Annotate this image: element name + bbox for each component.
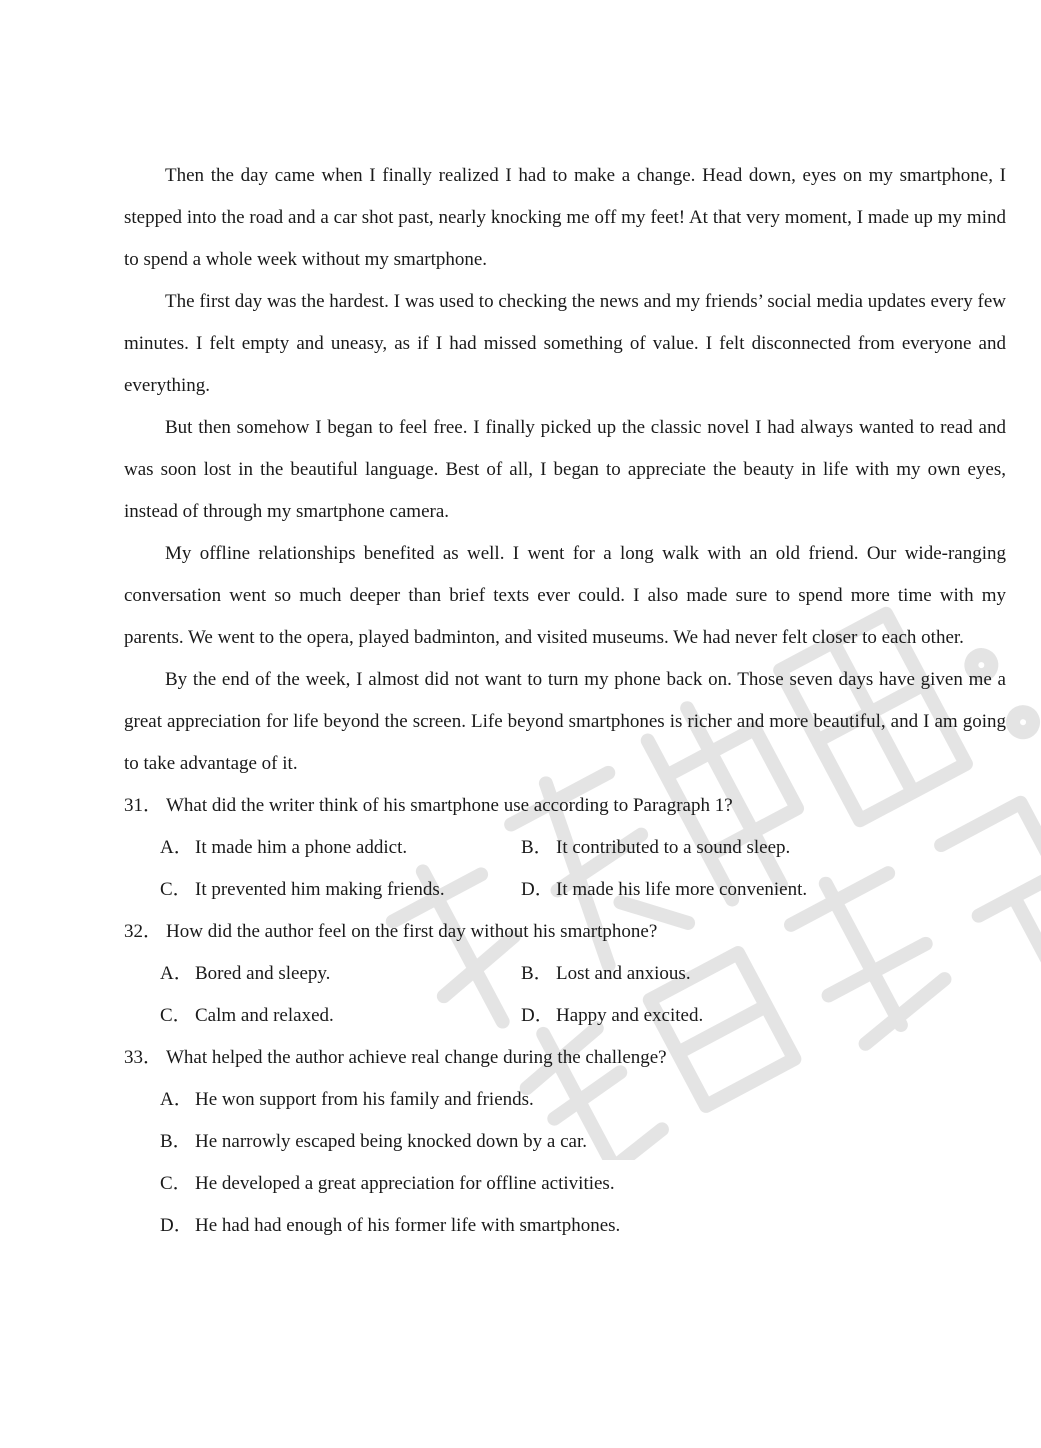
- option-b[interactable]: B． He narrowly escaped being knocked down by a car.: [160, 1131, 587, 1152]
- question-number: 31．: [124, 795, 163, 816]
- answer-options: [124, 827, 1006, 911]
- passage-paragraph-3: But then somehow I began to feel free. I finally picked up the classic novel I had always wanted to read and was soon lost in the beautiful language. Best of all, I began to appreciate the beauty in life with my own eyes, instead of through my smartphone camera.: [124, 417, 1006, 522]
- option-a[interactable]: A． It made him a phone addict.: [160, 837, 408, 858]
- option-d[interactable]: D． Happy and excited.: [521, 1005, 704, 1026]
- passage-paragraph-1: Then the day came when I finally realized I had to make a change. Head down, eyes on my smartphone, I stepped into the road and a car shot past, nearly knocking me off my feet! At that very moment, I made up my mind to spend a whole week without my smartphone.: [124, 165, 1006, 270]
- question-31: [124, 785, 1006, 911]
- question-text: What did the writer think of his smartphone use according to Paragraph 1?: [166, 795, 733, 816]
- option-b[interactable]: B． Lost and anxious.: [521, 963, 691, 984]
- option-d[interactable]: D． It made his life more convenient.: [521, 879, 808, 900]
- exam-page: [124, 155, 1006, 1247]
- option-c[interactable]: C． Calm and relaxed.: [160, 1005, 334, 1026]
- option-c[interactable]: C． He developed a great appreciation for offline activities.: [160, 1173, 615, 1194]
- passage-paragraph-5: By the end of the week, I almost did not want to turn my phone back on. Those seven days have given me a great appreciation for life beyond the screen. Life beyond smartphones is richer and more beautiful, and I am going to take advantage of it.: [124, 669, 1006, 774]
- question-32: [124, 911, 1006, 1037]
- question-text: What helped the author achieve real change during the challenge?: [166, 1047, 667, 1068]
- answer-options: [124, 953, 1006, 1037]
- option-b[interactable]: B． It contributed to a sound sleep.: [521, 837, 791, 858]
- option-c[interactable]: C． It prevented him making friends.: [160, 879, 445, 900]
- option-d[interactable]: D． He had had enough of his former life with smartphones.: [160, 1215, 621, 1236]
- option-a[interactable]: A． He won support from his family and friends.: [160, 1089, 534, 1110]
- answer-options: [124, 1079, 1006, 1247]
- passage-paragraph-4: My offline relationships benefited as well. I went for a long walk with an old friend. Our wide-ranging conversation went so much deeper than brief texts ever could. I also made sure to spend more time with my parents. We went to the opera, played badminton, and visited museums. We had never felt closer to each other.: [124, 543, 1006, 648]
- option-a[interactable]: A． Bored and sleepy.: [160, 963, 331, 984]
- question-number: 33．: [124, 1047, 163, 1068]
- question-text: How did the author feel on the first day without his smartphone?: [166, 921, 658, 942]
- passage-paragraph-2: The first day was the hardest. I was used to checking the news and my friends’ social media updates every few minutes. I felt empty and uneasy, as if I had missed something of value. I felt disconnected from everyone and everything.: [124, 291, 1006, 396]
- question-number: 32．: [124, 921, 163, 942]
- question-33: [124, 1037, 1006, 1247]
